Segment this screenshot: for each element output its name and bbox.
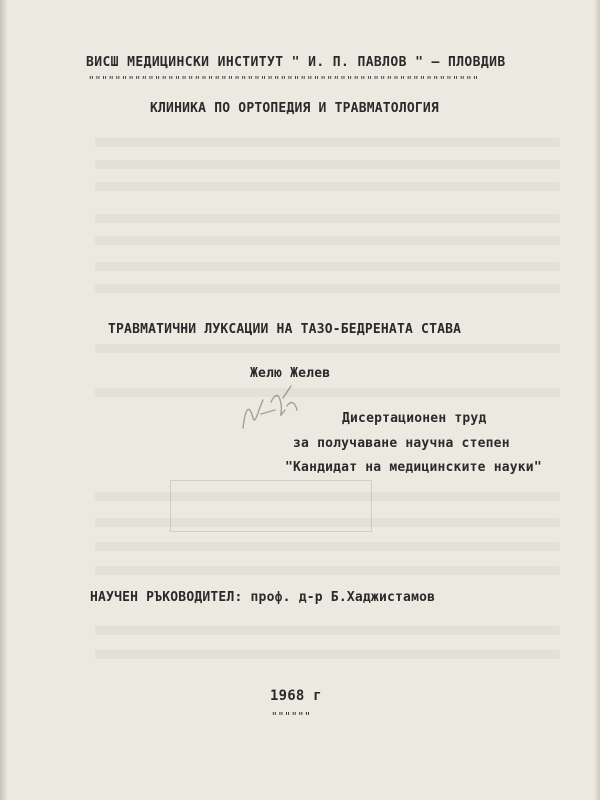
bleed-through-line — [95, 214, 560, 223]
bleed-through-line — [95, 262, 560, 271]
clinic-heading: КЛИНИКА ПО ОРТОПЕДИЯ И ТРАВМАТОЛОГИЯ — [150, 101, 439, 116]
year: 1968 г — [270, 688, 322, 704]
bleed-through-line — [95, 566, 560, 575]
year-underline: """""" — [271, 710, 311, 723]
bleed-through-line — [95, 138, 560, 147]
institute-heading: ВИСШ МЕДИЦИНСКИ ИНСТИТУТ " И. П. ПАВЛОВ " – ПЛОВДИВ — [86, 55, 506, 70]
bleed-through-line — [95, 284, 560, 293]
bleed-through-line — [95, 388, 560, 397]
author-name: Желю Желев — [250, 366, 331, 381]
supervisor-line: НАУЧЕН РЪКОВОДИТЕЛ: проф. д-р Б.Хаджистамов — [90, 590, 436, 605]
thesis-title: ТРАВМАТИЧНИ ЛУКСАЦИИ НА ТАЗО-БЕДРЕНАТА СТАВА — [108, 322, 462, 337]
bleed-through-line — [95, 182, 560, 191]
heading-underline: """"""""""""""""""""""""""""""""""""""""""""""""""""""""""" — [88, 74, 479, 87]
bleed-through-line — [95, 236, 560, 245]
dissertation-line-2: за получаване научна степен — [293, 436, 510, 451]
page-edge-shadow — [0, 0, 8, 800]
bleed-through-line — [95, 160, 560, 169]
bleed-through-line — [95, 542, 560, 551]
bleed-through-line — [95, 344, 560, 353]
page-edge-shadow-right — [594, 0, 600, 800]
dissertation-line-1: Дисертационен труд — [342, 411, 487, 426]
handwritten-signature — [235, 380, 305, 440]
bleed-through-line — [95, 626, 560, 635]
bleed-through-line — [95, 650, 560, 659]
faint-stamp-box — [170, 480, 372, 532]
dissertation-line-3: "Кандидат на медицинските науки" — [285, 460, 542, 475]
